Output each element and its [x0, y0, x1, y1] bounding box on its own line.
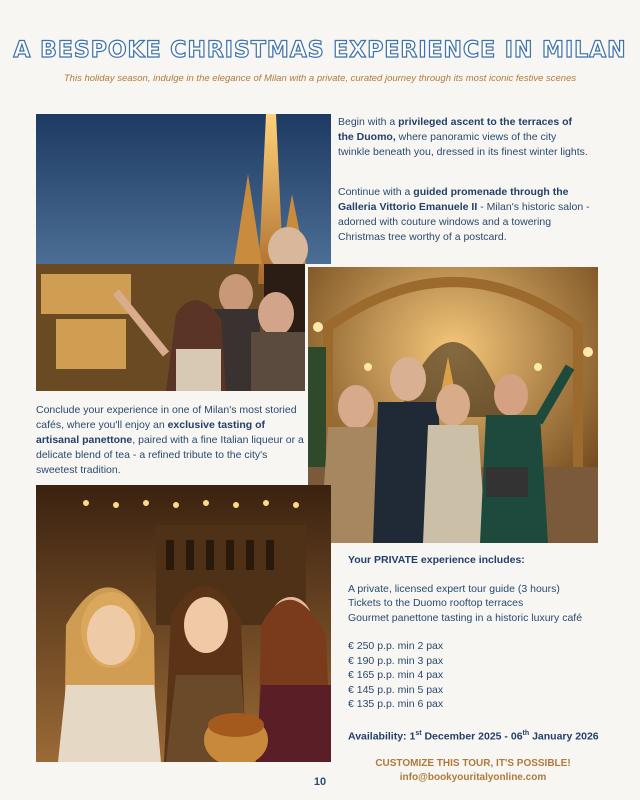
- start-rest: December 2025 -: [421, 730, 511, 743]
- includes-section: [348, 553, 608, 712]
- includes-heading: Your PRIVATE experience includes:: [348, 554, 525, 566]
- panettone-cafe-photo: [36, 485, 331, 762]
- panettone-paragraph: [36, 403, 306, 478]
- duomo-terrace-photo: [36, 114, 331, 391]
- start-sup: st: [415, 730, 422, 737]
- price-item: € 250 p.p. min 2 pax: [348, 640, 444, 652]
- end-sup: th: [522, 730, 530, 737]
- contact-email-link[interactable]: info@bookyouritalyonline.com: [399, 772, 547, 783]
- duomo-highlight: privileged ascent to the terraces of the Duomo,: [338, 116, 573, 143]
- galleria-rest: - Milan's historic salon - adorned with couture windows and a towering Christmas tree worthy of a postcard.: [338, 201, 590, 243]
- includes-item: Gourmet panettone tasting in a historic luxury café: [348, 611, 583, 624]
- availability-line: [348, 730, 599, 743]
- galleria-intro: Continue with a: [338, 186, 414, 198]
- page-title: A BESPOKE CHRISTMAS EXPERIENCE IN MILAN: [13, 38, 627, 63]
- price-item: € 145 p.p. min 5 pax: [348, 683, 444, 696]
- page-number: 10: [313, 776, 327, 788]
- end-rest: January 2026: [529, 730, 599, 743]
- includes-item: A private, licensed expert tour guide (3 hours): [348, 582, 560, 595]
- price-item: € 165 p.p. min 4 pax: [348, 669, 444, 681]
- panettone-highlight: exclusive tasting of artisanal panettone: [36, 419, 266, 446]
- galleria-highlight: guided promenade through the Galleria Vittorio Emanuele II: [338, 186, 569, 213]
- galleria-photo: [305, 264, 601, 546]
- includes-list: [348, 582, 608, 626]
- panettone-intro: Conclude your experience in one of Milan's most storied cafés, where you'll enjoy an: [36, 404, 297, 431]
- price-list: [348, 639, 608, 712]
- duomo-intro: Begin with a: [338, 116, 399, 128]
- availability-label: Availability:: [348, 730, 410, 743]
- galleria-paragraph: [338, 185, 600, 245]
- page-subtitle: This holiday season, indulge in the elegance of Milan with a private, curated journey through its most iconic festive scenes: [63, 73, 577, 84]
- duomo-paragraph: [338, 115, 588, 160]
- price-item: € 190 p.p. min 3 pax: [348, 654, 444, 667]
- start-day: 1: [409, 730, 416, 743]
- duomo-rest: where panoramic views of the city twinkle beneath you, dressed in its finest winter lights.: [338, 131, 588, 158]
- customize-tour-text: CUSTOMIZE THIS TOUR, IT'S POSSIBLE!: [375, 758, 571, 769]
- panettone-rest: , paired with a fine Italian liqueur or a delicate blend of tea - a refined tribute to the city's sweetest tradition.: [36, 434, 304, 476]
- end-day: 06: [510, 730, 523, 743]
- price-item: € 135 p.p. min 6 pax: [348, 698, 444, 710]
- includes-item: Tickets to the Duomo rooftop terraces: [348, 597, 524, 609]
